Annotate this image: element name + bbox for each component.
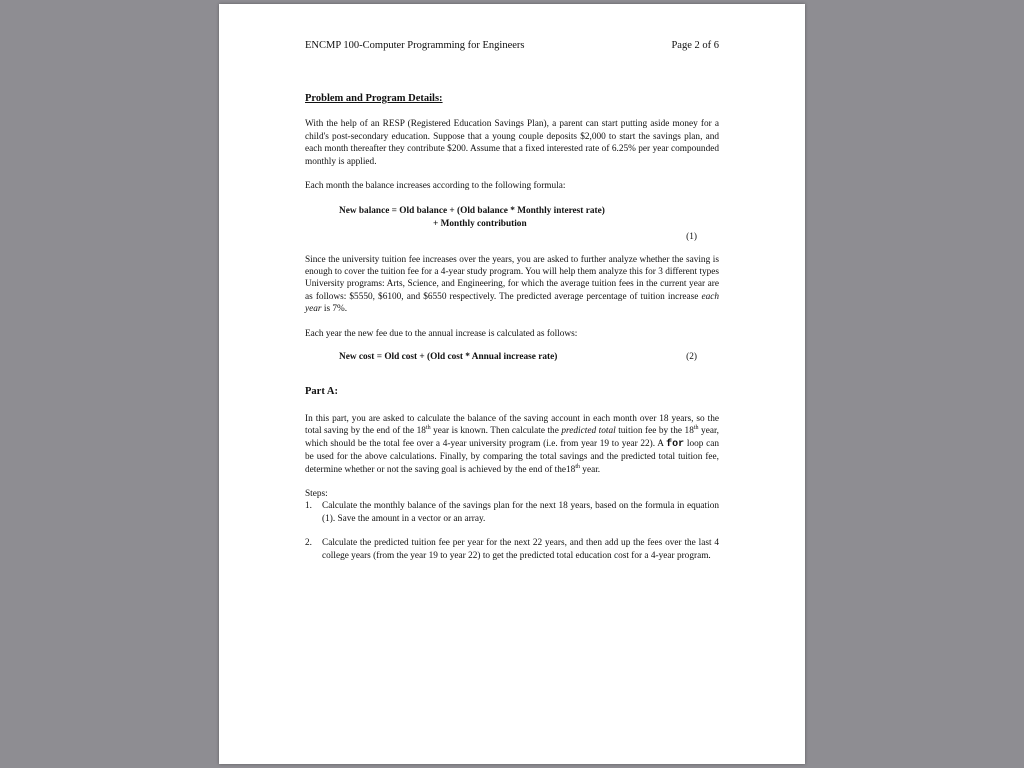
step-number: 2. <box>305 538 312 549</box>
paragraph-fee-intro: Each year the new fee due to the annual increase is calculated as follows: <box>305 328 578 339</box>
section-title: Problem and Program Details: <box>305 93 443 104</box>
part-a-sup-2: th <box>693 425 699 432</box>
formula-1-line-1: New balance = Old balance + (Old balance * Monthly interest rate) <box>339 206 605 217</box>
part-a-text-3: tuition fee by the 18 <box>615 426 694 437</box>
page-content <box>305 40 719 562</box>
paragraph-tuition-emph: each year <box>305 291 719 315</box>
step-item <box>305 537 719 562</box>
formula-2-text: New cost = Old cost + (Old cost * Annual increase rate) <box>339 352 558 363</box>
paragraph-tuition <box>305 254 719 316</box>
paragraph-resp-intro: With the help of an RESP (Registered Education Savings Plan), a parent can start putting aside money for a child's post-secondary education. Suppose that a young couple deposits $2,000 to start the savings plan, and each month thereafter they contribute $200. Assume that a fixed interested rate of 6.25% per year compounded monthly is applied. <box>305 119 719 167</box>
part-a-sup-3: th <box>575 463 580 470</box>
document-page <box>219 4 805 764</box>
course-title: ENCMP 100-Computer Programming for Engineers <box>305 40 525 51</box>
part-a-text-6: year. <box>579 464 601 475</box>
part-a-text-4: year, which should be the total fee over a 4-year university program (i.e. from year 19 to year 22). A <box>305 426 719 449</box>
formula-1-line-2: + Monthly contribution <box>433 218 527 229</box>
steps-label: Steps: <box>305 488 328 499</box>
equation-number-1: (1) <box>686 232 697 243</box>
step-text: Calculate the monthly balance of the savings plan for the next 18 years, based on the formula in equation (1). Save the amount in a vector or an array. <box>322 501 719 524</box>
paragraph-balance-intro: Each month the balance increases according to the following formula: <box>305 181 566 192</box>
paragraph-tuition-main: Since the university tuition fee increases over the years, you are asked to further analyze whether the saving is enough to cover the tuition fee for a 4-year study program. You will help them analyze this for 3 different types University programs: Arts, Science, and Engineering, for which the average tuition fees in the current year are as follows: $5550, $6100, and $6550 respectively. The predicted average percentage of tuition increase <box>305 254 719 302</box>
step-text: Calculate the predicted tuition fee per year for the next 22 years, and then add up the fees over the last 4 college years (from the year 19 to year 22) to get the predicted total education cost for a 4-year program. <box>322 538 719 561</box>
formula-1 <box>305 205 719 243</box>
equation-number-2: (2) <box>686 352 697 363</box>
part-a-emph: predicted total <box>561 426 616 437</box>
step-item <box>305 500 719 525</box>
formula-2 <box>305 351 719 363</box>
part-a-text-5: loop can be used for the above calculations. Finally, by comparing the total savings and the predicted total tuition fee, determine whether or not the saving goal is achieved by the end of the18 <box>305 438 719 475</box>
part-a-code-for: for <box>666 438 685 450</box>
part-a-text-1: In this part, you are asked to calculate the balance of the saving account in each month over 18 years, so the total saving by the end of the 18 <box>305 413 719 437</box>
part-a-sup-1: th <box>425 425 431 432</box>
paragraph-tuition-tail: is 7%. <box>321 304 348 315</box>
part-a-text-2: year is known. Then calculate the <box>430 426 562 437</box>
part-a-title: Part A: <box>305 385 338 397</box>
steps-list <box>305 500 719 562</box>
page-header <box>305 40 719 52</box>
step-number: 1. <box>305 501 312 512</box>
page-number: Page 2 of 6 <box>671 40 719 51</box>
paragraph-part-a <box>305 413 719 476</box>
